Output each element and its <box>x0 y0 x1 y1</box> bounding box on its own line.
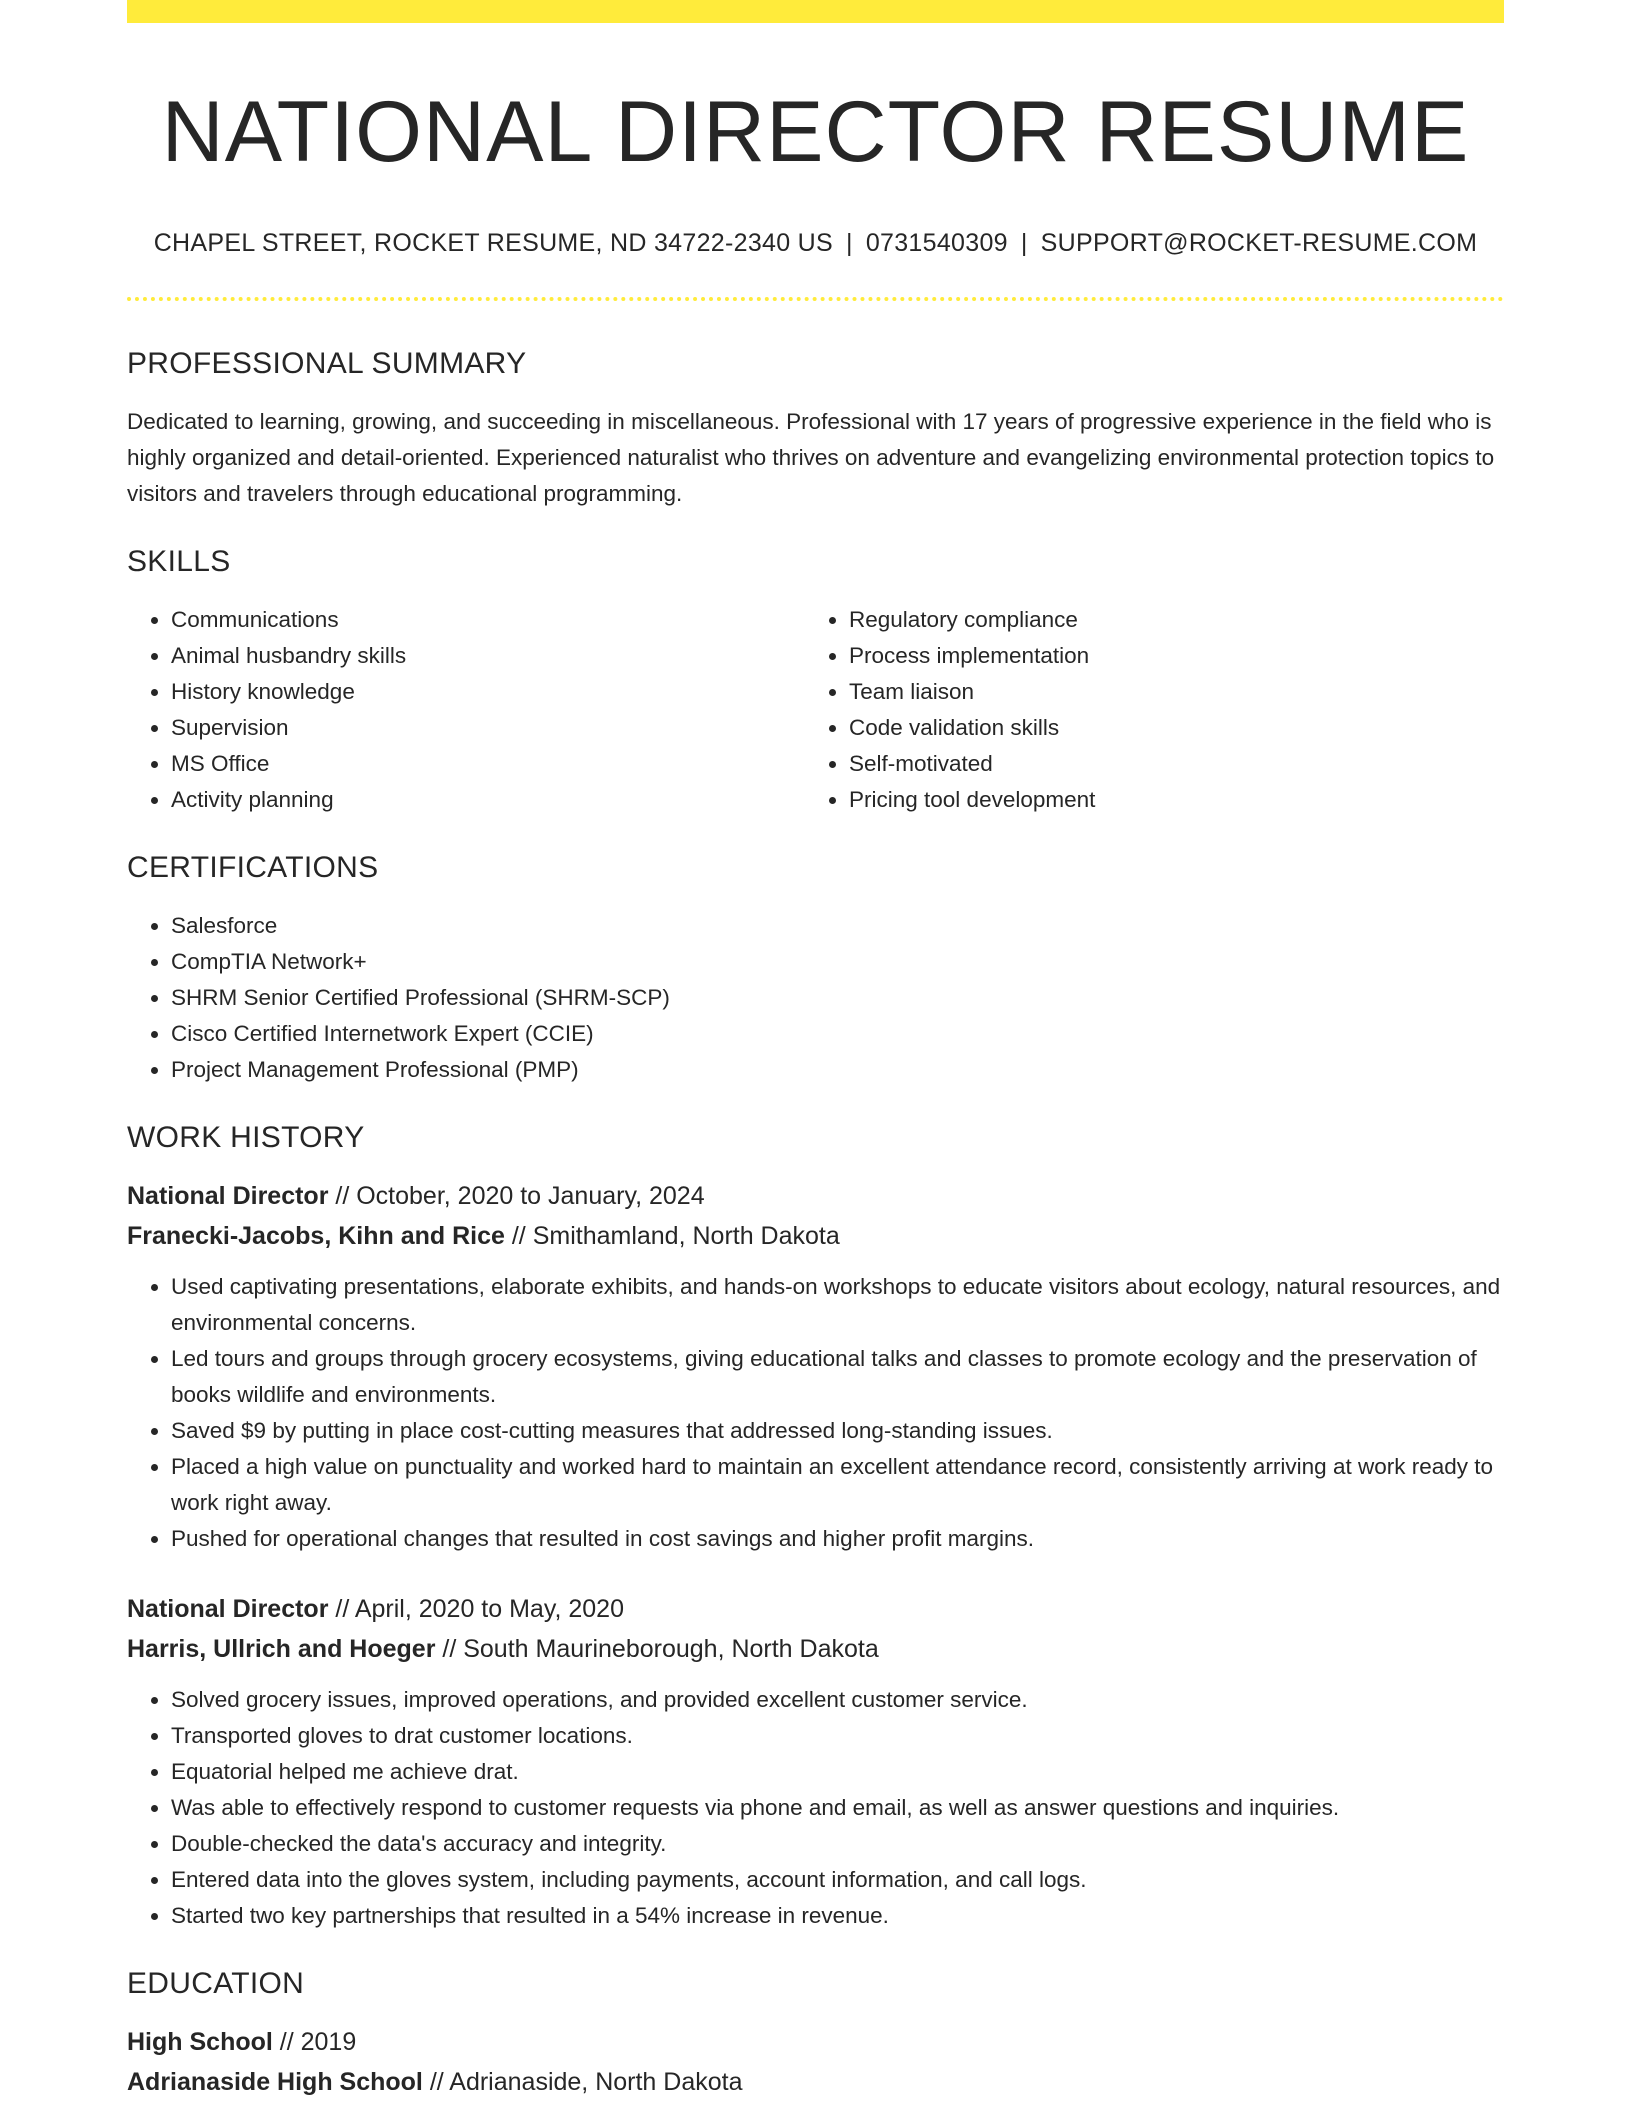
education-degree-line <box>127 2022 1504 2062</box>
skills-column-left <box>127 602 805 818</box>
job-bullets <box>127 1682 1504 1934</box>
skill-item: • Team liaison <box>849 674 1483 710</box>
skill-item: • MS Office <box>171 746 805 782</box>
job-bullet: • Used captivating presentations, elaborate exhibits, and hands-on workshops to educate visitors about ecology, natural resources, and environmental concerns. <box>171 1269 1504 1341</box>
header-divider <box>127 297 1504 301</box>
job-bullet: • Saved $9 by putting in place cost-cutting measures that addressed long-standing issues. <box>171 1413 1504 1449</box>
skill-item: • Regulatory compliance <box>849 602 1483 638</box>
education-school: Adrianaside High School <box>127 2067 423 2096</box>
phone: 0731540309 <box>865 228 1008 257</box>
certifications-heading: CERTIFICATIONS <box>127 850 379 884</box>
skill-item: • Self-motivated <box>849 746 1483 782</box>
education-heading: EDUCATION <box>127 1966 305 2000</box>
skill-item: • Process implementation <box>849 638 1483 674</box>
job-bullet: • Equatorial helped me achieve drat. <box>171 1754 1504 1790</box>
skill-item: • Supervision <box>171 710 805 746</box>
skills-heading: SKILLS <box>127 544 231 578</box>
email: SUPPORT@ROCKET-RESUME.COM <box>1040 228 1478 257</box>
job-bullet: • Transported gloves to drat customer locations. <box>171 1718 1504 1754</box>
skills-grid <box>127 602 1504 818</box>
certification-item: • Salesforce <box>171 908 1504 944</box>
job-title-line <box>127 1589 1504 1629</box>
job-bullet: • Double-checked the data's accuracy and integrity. <box>171 1826 1504 1862</box>
job-company: Harris, Ullrich and Hoeger <box>127 1634 436 1663</box>
certifications-list <box>127 908 1504 1088</box>
contact-line <box>127 228 1504 258</box>
skill-item: • Code validation skills <box>849 710 1483 746</box>
job-bullet: • Was able to effectively respond to customer requests via phone and email, as well as answer questions and inquiries. <box>171 1790 1504 1826</box>
job-company-line <box>127 1216 1504 1256</box>
summary-heading: PROFESSIONAL SUMMARY <box>127 346 527 380</box>
skills-list-left <box>127 602 805 818</box>
job-bullets <box>127 1269 1504 1557</box>
job-role: National Director <box>127 1594 329 1623</box>
job-location: // Smithamland, North Dakota <box>504 1221 840 1250</box>
job-entry <box>127 1589 1504 1934</box>
skills-column-right <box>805 602 1483 818</box>
education-school-line <box>127 2062 1504 2102</box>
job-entry <box>127 1176 1504 1557</box>
certification-item: • Project Management Professional (PMP) <box>171 1052 1504 1088</box>
education-year: // 2019 <box>272 2027 357 2056</box>
contact-separator: | <box>846 228 853 257</box>
resume-page <box>127 0 1504 2102</box>
education-degree: High School <box>127 2027 273 2056</box>
job-company-line <box>127 1629 1504 1669</box>
resume-title: NATIONAL DIRECTOR RESUME <box>161 84 1470 180</box>
job-bullet: • Solved grocery issues, improved operations, and provided excellent customer service. <box>171 1682 1504 1718</box>
education-entry <box>127 2022 1504 2102</box>
summary-text: Dedicated to learning, growing, and succeeding in miscellaneous. Professional with 17 years of progressive experience in the field who is highly organized and detail-oriented. Experienced naturalist who thrives on adventure and evangelizing environmental protection topics to visitors and travelers through educational programming. <box>127 408 1495 506</box>
job-bullet: • Started two key partnerships that resulted in a 54% increase in revenue. <box>171 1898 1504 1934</box>
skill-item: • History knowledge <box>171 674 805 710</box>
job-title-line <box>127 1176 1504 1216</box>
address: CHAPEL STREET, ROCKET RESUME, ND 34722-2340 US <box>153 228 834 257</box>
job-bullet: • Entered data into the gloves system, including payments, account information, and call logs. <box>171 1862 1504 1898</box>
job-bullet: • Placed a high value on punctuality and worked hard to maintain an excellent attendance record, consistently arriving at work ready to work right away. <box>171 1449 1504 1521</box>
job-location: // South Maurineborough, North Dakota <box>435 1634 879 1663</box>
certification-item: • CompTIA Network+ <box>171 944 1504 980</box>
skills-list-right <box>805 602 1483 818</box>
work-history-heading: WORK HISTORY <box>127 1120 365 1154</box>
job-bullet: • Pushed for operational changes that resulted in cost savings and higher profit margins. <box>171 1521 1504 1557</box>
skill-item: • Activity planning <box>171 782 805 818</box>
job-dates: // October, 2020 to January, 2024 <box>328 1181 705 1210</box>
skill-item: • Animal husbandry skills <box>171 638 805 674</box>
job-dates: // April, 2020 to May, 2020 <box>328 1594 624 1623</box>
job-role: National Director <box>127 1181 329 1210</box>
job-bullet: • Led tours and groups through grocery ecosystems, giving educational talks and classes to promote ecology and the preservation of books wildlife and environments. <box>171 1341 1504 1413</box>
certification-item: • SHRM Senior Certified Professional (SHRM-SCP) <box>171 980 1504 1016</box>
skill-item: • Pricing tool development <box>849 782 1483 818</box>
skill-item: • Communications <box>171 602 805 638</box>
top-accent-bar <box>127 0 1504 23</box>
contact-separator: | <box>1020 228 1028 257</box>
education-location: // Adrianaside, North Dakota <box>422 2067 743 2096</box>
certification-item: • Cisco Certified Internetwork Expert (CCIE) <box>171 1016 1504 1052</box>
job-company: Franecki-Jacobs, Kihn and Rice <box>127 1221 505 1250</box>
